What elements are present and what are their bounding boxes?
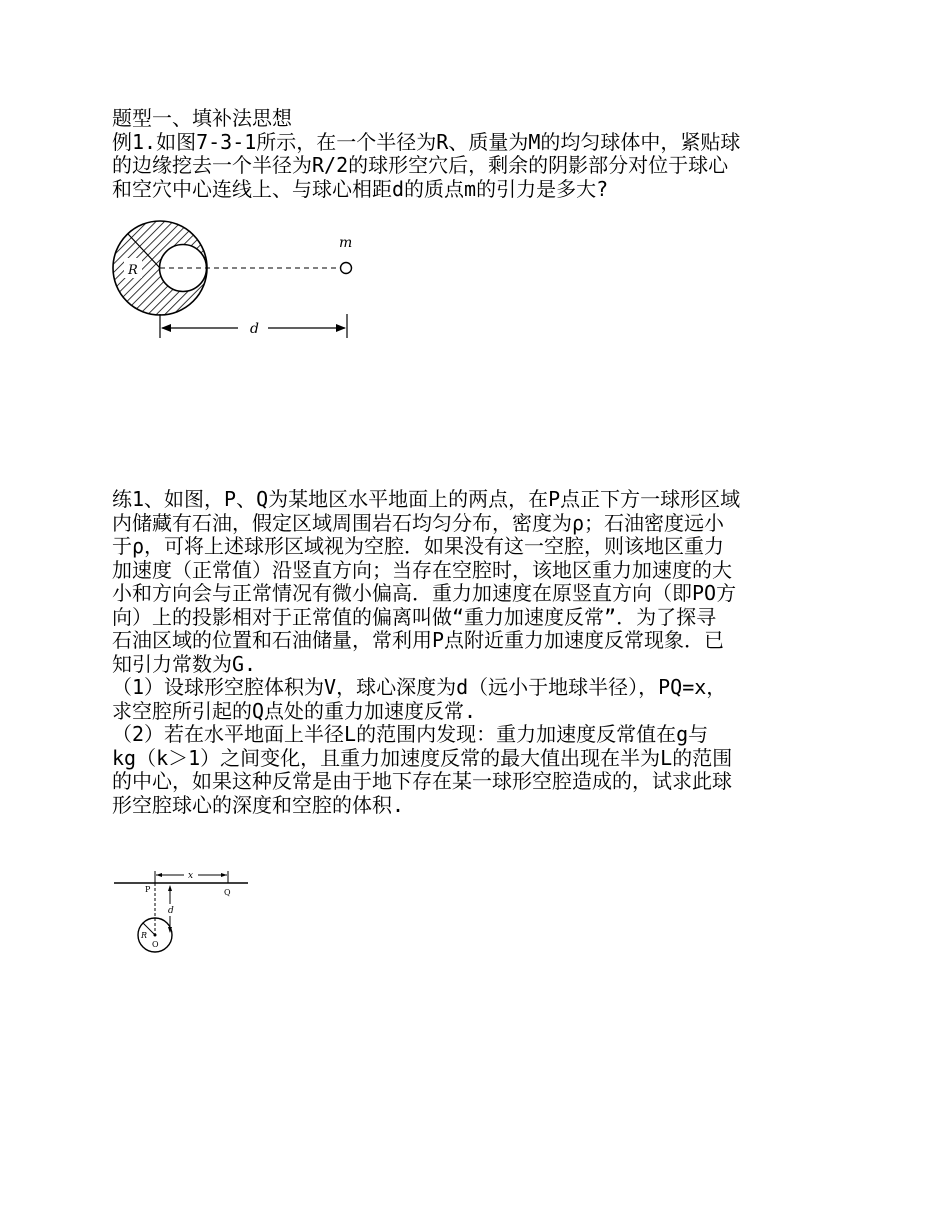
example-text-line: 的边缘挖去一个半径为R/2的球形空穴后，剩余的阴影部分对位于球心 <box>112 153 729 177</box>
exercise-text-line: 小和方向会与正常情况有微小偏高．重力加速度在原竖直方向（即PO方 <box>112 581 737 605</box>
exercise-text-line: 石油区域的位置和石油储量，常利用P点附近重力加速度反常现象．已 <box>112 628 725 652</box>
label-R: R <box>128 263 138 278</box>
label-R2: R <box>141 931 148 940</box>
exercise-text-line: 于ρ，可将上述球形区域视为空腔．如果没有这一空腔，则该地区重力 <box>112 534 725 558</box>
question-2-line: 的中心，如果这种反常是由于地下存在某一球形空腔造成的，试求此球 <box>112 769 732 793</box>
label-d2: d <box>168 906 174 916</box>
exercise-text-line: 加速度（正常值）沿竖直方向；当存在空腔时，该地区重力加速度的大 <box>112 557 732 582</box>
label-O: O <box>152 940 159 949</box>
example-text-line: 和空穴中心连线上、与球心相距d的质点m的引力是多大? <box>112 176 609 201</box>
question-1-line: （1）设球形空腔体积为V，球心深度为d（远小于地球半径），PQ=x， <box>112 675 727 699</box>
question-2-line: 形空腔球心的深度和空腔的体积. <box>112 792 405 817</box>
example-text-line: 例1.如图7-3-1所示，在一个半径为R、质量为M的均匀球体中，紧贴球 <box>112 129 741 154</box>
mass-point <box>341 263 352 274</box>
exercise-section <box>112 488 842 817</box>
label-P: P <box>145 885 151 894</box>
label-Q: Q <box>224 888 231 897</box>
question-1-line: 求空腔所引起的Q点处的重力加速度反常. <box>112 698 477 723</box>
label-m: m <box>339 235 353 251</box>
section-title: 题型一、填补法思想 <box>112 106 292 130</box>
question-2-line: kg（k＞1）之间变化，且重力加速度反常的最大值出现在半为L的范围 <box>112 745 733 770</box>
exercise-text-line: 内储藏有石油，假定区域周围岩石均匀分布，密度为ρ；石油密度远小 <box>112 510 725 535</box>
label-d: d <box>250 321 259 337</box>
example-section <box>112 107 842 201</box>
hollow-sphere-figure <box>108 218 358 342</box>
exercise-text-line: 知引力常数为G. <box>112 651 257 676</box>
exercise-text-line: 向）上的投影相对于正常值的偏离叫做“重力加速度反常”．为了探寻 <box>112 604 717 629</box>
question-2-line: （2）若在水平地面上半径L的范围内发现：重力加速度反常值在g与 <box>112 722 709 746</box>
exercise-text-line: 练1、如图，P、Q为某地区水平地面上的两点，在P点正下方一球形区域 <box>112 487 741 511</box>
cavity-depth-figure <box>112 868 252 960</box>
label-x: x <box>188 871 194 881</box>
